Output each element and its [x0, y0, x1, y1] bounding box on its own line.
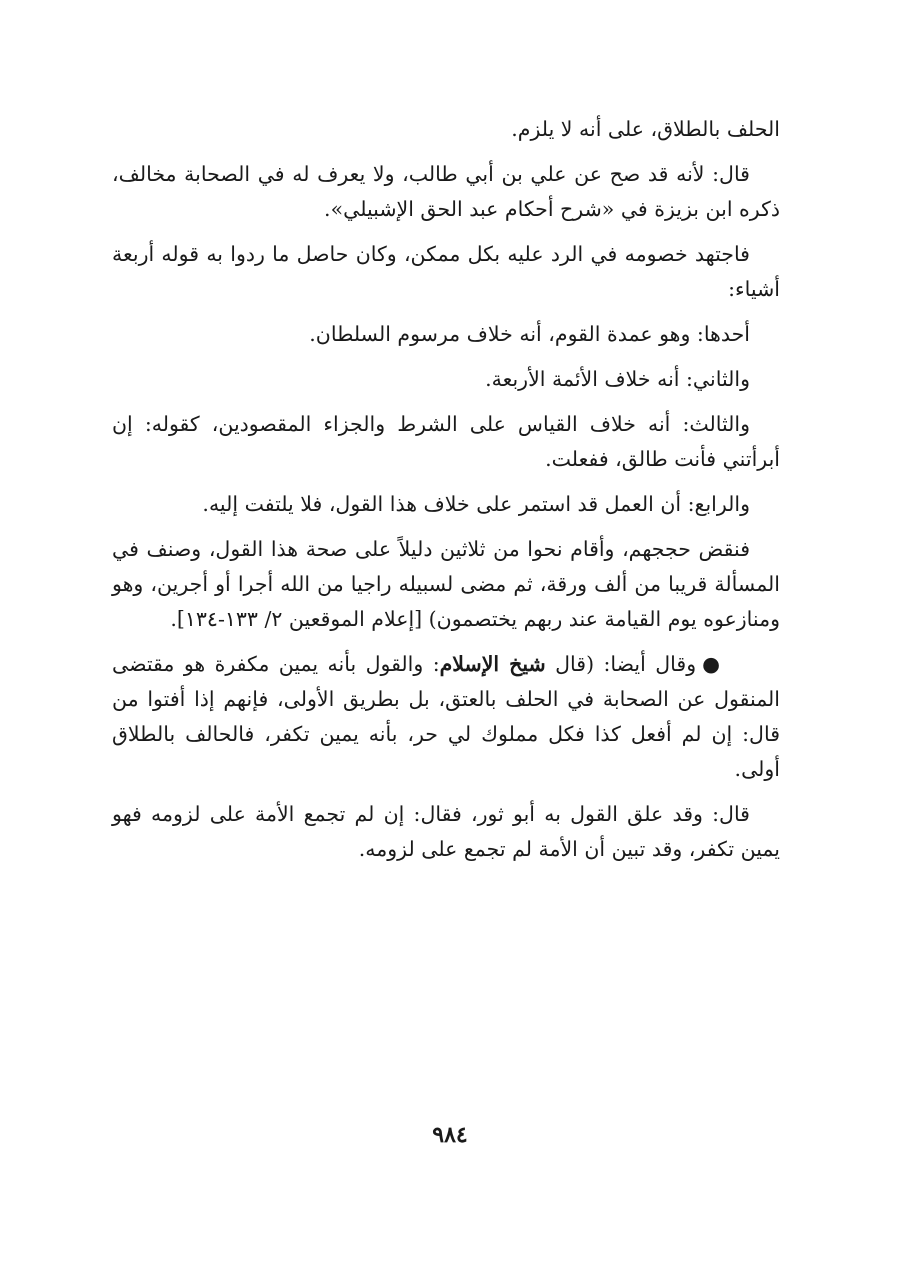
page-body [112, 112, 780, 877]
paragraph-1: الحلف بالطلاق، على أنه لا يلزم. [511, 117, 780, 141]
paragraph-8: فنقض حججهم، وأقام نحوا من ثلاثين دليلاً على صحة هذا القول، وصنف في المسألة قريبا من ألف ورقة، ثم مضى لسبيله راجيا من الله أجرا أو أجرين، وهو ومنازعوه يوم القيامة عند ربهم يختصمون) [إعلام الموقعين ٢/ ١٣٣-١٣٤]. [112, 537, 780, 631]
paragraph-5: والثاني: أنه خلاف الأئمة الأربعة. [485, 367, 750, 391]
paragraph-4: أحدها: وهو عمدة القوم، أنه خلاف مرسوم السلطان. [309, 322, 750, 346]
paragraph-2: قال: لأنه قد صح عن علي بن أبي طالب، ولا يعرف له في الصحابة مخالف، ذكره ابن بزيزة في «شرح أحكام عبد الحق الإشبيلي». [112, 162, 780, 221]
bullet-icon: ● [702, 652, 720, 676]
paragraph-9 [112, 647, 780, 787]
page-number: ٩٨٤ [432, 1122, 468, 1148]
paragraph-9-rest: : والقول بأنه يمين مكفرة هو مقتضى المنقول عن الصحابة في الحلف بالعتق، بل بطريق الأولى، فإنهم إذا أفتوا من قال: إن لم أفعل كذا فكل مملوك لي حر، بأنه يمين تكفر، فالحالف بالطلاق أولى. [112, 652, 780, 781]
paragraph-7: والرابع: أن العمل قد استمر على خلاف هذا القول، فلا يلتفت إليه. [202, 492, 750, 516]
paragraph-9-lead: وقال أيضا: (قال [555, 652, 697, 676]
paragraph-6: والثالث: أنه خلاف القياس على الشرط والجزاء المقصودين، كقوله: إن أبرأتني فأنت طالق، ففعلت. [112, 412, 780, 471]
paragraph-10: قال: وقد علق القول به أبو ثور، فقال: إن لم تجمع الأمة على لزومه فهو يمين تكفر، وقد تبين أن الأمة لم تجمع على لزومه. [112, 802, 780, 861]
paragraph-9-bold: شيخ الإسلام [439, 652, 546, 676]
paragraph-3: فاجتهد خصومه في الرد عليه بكل ممكن، وكان حاصل ما ردوا به قوله أربعة أشياء: [112, 242, 780, 301]
